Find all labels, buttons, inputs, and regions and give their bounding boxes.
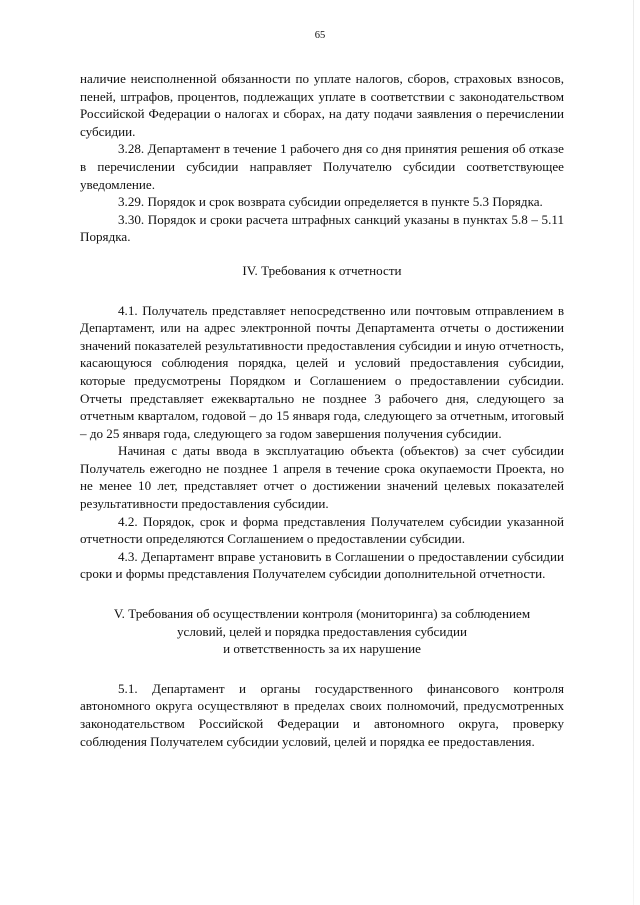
paragraph-3-29: 3.29. Порядок и срок возврата субсидии определяется в пункте 5.3 Порядка. [118,194,543,210]
paragraph-4-2: 4.2. Порядок, срок и форма представления Получателем субсидии указанной отчетности определяются Соглашением о предоставлении субсидии. [80,513,564,547]
document-body [80,70,564,750]
page-number: 65 [314,30,326,41]
spacer [80,280,564,302]
section-5-title-line-2: условий, целей и порядка предоставления субсидии [176,623,467,639]
section-5-title-line-1: V. Требования об осуществлении контроля (мониторинга) за соблюдением [113,606,531,622]
paragraph-4-3: 4.3. Департамент вправе установить в Соглашении о предоставлении субсидии сроки и формы представления Получателем субсидии дополнительной отчетности. [80,548,564,582]
paragraph-4-1-continued: Начиная с даты ввода в эксплуатацию объекта (объектов) за счет субсидии Получатель ежегодно не позднее 1 апреля в течение срока окупаемости Проекта, но не менее 10 лет, представляет отчет о достижении значений целевых показателей результативности предоставления субсидии. [80,443,564,512]
paragraph-5-1: 5.1. Департамент и органы государственного финансового контроля автономного округа осуществляют в пределах своих полномочий, предусмотренных законодательством Российской Федерации и автономного округа, проверку соблюдения Получателем субсидии условий, целей и порядка ее предоставления. [80,680,564,749]
section-5-title-line-3: и ответственность за их нарушение [223,641,421,657]
section-4-title: IV. Требования к отчетности [242,262,402,278]
spacer [80,583,564,605]
scan-edge-mark [633,0,634,905]
paragraph-4-1: 4.1. Получатель представляет непосредственно или почтовым отправлением в Департамент, или на адрес электронной почты Департамента отчеты о достижении значений показателей результативности предоставления субсидии и иную отчетность, касающуюся соблюдения порядка, целей и условий предоставления субсидии, которые предусмотрены Порядком и Соглашением о предоставлении субсидии. Отчеты представляет ежеквартально не позднее 3 рабочего дня, следующего за отчетным кварталом, годовой – до 15 января года, следующего за отчетным, итоговый – до 25 января года, следующего за годом завершения получения субсидии. [80,302,564,441]
paragraph-3-30: 3.30. Порядок и сроки расчета штрафных санкций указаны в пунктах 5.8 – 5.11 Порядка. [80,211,564,245]
paragraph-obligation: наличие неисполненной обязанности по уплате налогов, сборов, страховых взносов, пеней, штрафов, процентов, подлежащих уплате в соответствии с законодательством Российской Федерации о налогах и сборах, на дату подачи заявления о перечислении субсидии. [80,71,564,139]
spacer [80,658,564,680]
spacer [80,246,564,262]
paragraph-3-28: 3.28. Департамент в течение 1 рабочего дня со дня принятия решения об отказе в перечислении субсидии направляет Получателю субсидии соответствующее уведомление. [80,141,564,192]
